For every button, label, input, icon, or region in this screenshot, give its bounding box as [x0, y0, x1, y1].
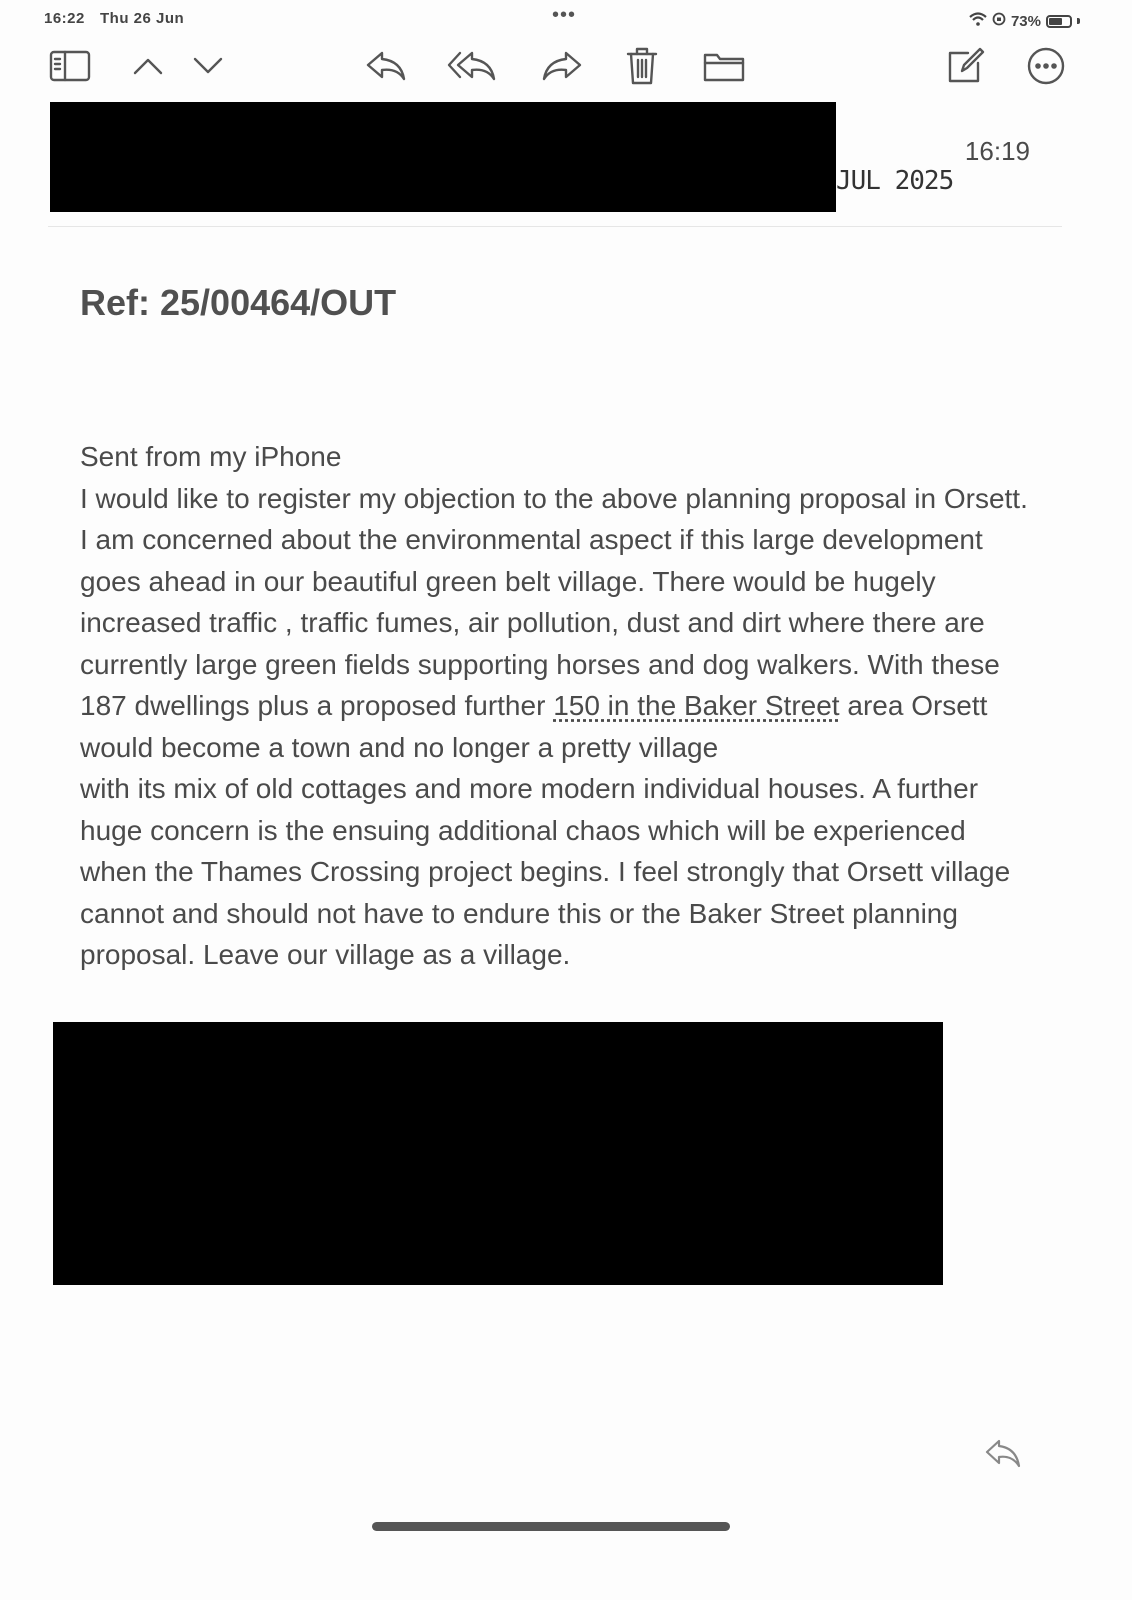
body-paragraph-2-text-end: area Orsett would become a town and no longer a pretty village — [80, 690, 988, 763]
forward-icon — [541, 50, 583, 87]
reply-all-button[interactable] — [448, 44, 496, 92]
status-bar — [0, 0, 1132, 40]
multitasking-dots[interactable]: ••• — [552, 4, 577, 26]
message-body — [80, 436, 1040, 976]
message-subject: Ref: 25/00464/OUT — [80, 282, 397, 323]
more-actions-button[interactable] — [1022, 44, 1070, 92]
redacted-sender-block — [50, 102, 836, 212]
header-divider — [48, 226, 1062, 227]
next-message-button[interactable] — [184, 44, 232, 92]
battery-level-fill — [1049, 18, 1062, 25]
more-icon — [1025, 45, 1067, 92]
move-to-folder-button[interactable] — [700, 44, 748, 92]
body-paragraph-2-text: I am concerned about the environmental aspect if this large development goes ahead in our beautiful green belt village. There would be hugely increased traffic , traffic fumes, air pollution, dust and dirt where there are currently large green fields supporting horses and dog walkers. With these 187 dwellings plus a proposed further — [80, 524, 1000, 721]
wifi-icon — [969, 12, 987, 30]
chevron-up-icon — [132, 56, 164, 81]
folder-icon — [702, 49, 746, 88]
body-paragraph-1: I would like to register my objection to the above planning proposal in Orsett. — [80, 482, 1028, 514]
battery-icon — [1046, 15, 1072, 28]
quick-reply-button[interactable] — [984, 1438, 1024, 1472]
compose-icon — [946, 47, 986, 90]
received-time: 16:19 — [964, 136, 1030, 166]
reply-all-icon — [447, 50, 497, 87]
trash-icon — [625, 46, 659, 91]
home-indicator[interactable] — [372, 1522, 730, 1531]
status-indicators — [969, 12, 1080, 30]
reply-icon — [984, 1457, 1022, 1474]
body-paragraph-2 — [80, 519, 1040, 768]
redacted-signature-block — [53, 1022, 943, 1285]
forward-button[interactable] — [538, 44, 586, 92]
reply-icon — [365, 50, 407, 87]
battery-tip — [1077, 18, 1080, 24]
received-date: JUL 2025 — [836, 166, 954, 196]
body-paragraph-3: with its mix of old cottages and more modern individual houses. A further huge concern is the ensuing additional chaos which will be experienced when the Thames Crossing project begins. I feel strongly that Orsett village cannot and should not have to endure this or the Baker Street planning proposal. Leave our village as a village. — [80, 773, 1011, 970]
trash-button[interactable] — [618, 44, 666, 92]
sent-from-line: Sent from my iPhone — [80, 441, 342, 472]
status-time: 16:22 — [44, 10, 85, 27]
previous-message-button[interactable] — [124, 44, 172, 92]
status-date: Thu 26 Jun — [100, 10, 185, 27]
sidebar-icon — [48, 49, 92, 88]
battery-percentage: 73% — [1010, 12, 1041, 30]
orientation-lock-icon — [992, 12, 1006, 30]
chevron-down-icon — [192, 56, 224, 81]
sidebar-toggle-button[interactable] — [46, 44, 94, 92]
baker-street-link[interactable]: 150 in the Baker Street — [553, 690, 840, 721]
compose-button[interactable] — [942, 44, 990, 92]
reply-button[interactable] — [362, 44, 410, 92]
